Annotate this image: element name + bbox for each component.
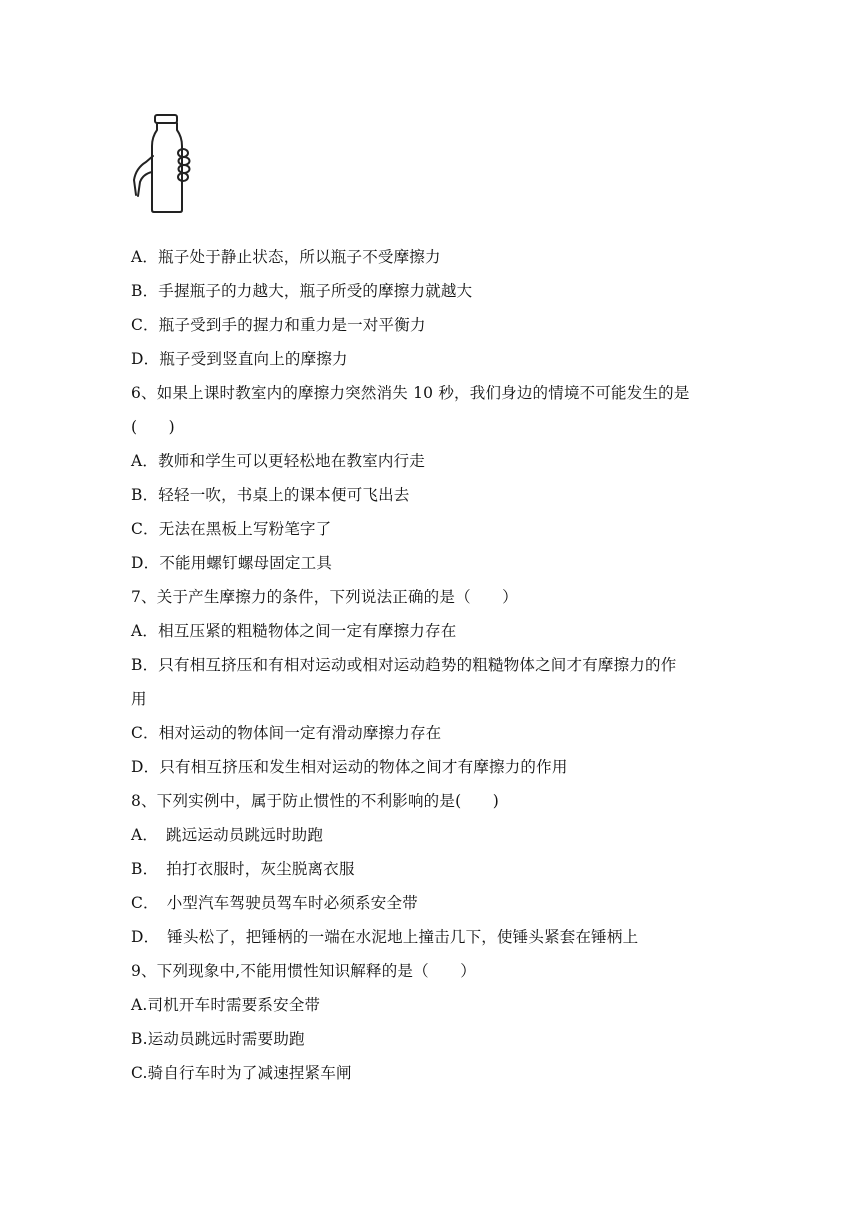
- q5-option-c: C．瓶子受到手的握力和重力是一对平衡力: [131, 316, 426, 334]
- q7-option-c: C．相对运动的物体间一定有滑动摩擦力存在: [131, 724, 442, 742]
- hand-holding-bottle-figure: [126, 110, 206, 220]
- q5-option-d: D．瓶子受到竖直向上的摩擦力: [131, 350, 348, 368]
- q7-option-a: A．相互压紧的粗糙物体之间一定有摩擦力存在: [131, 622, 457, 640]
- q7-option-d: D．只有相互挤压和发生相对运动的物体之间才有摩擦力的作用: [131, 758, 568, 776]
- q7-option-b-line1: B．只有相互挤压和有相对运动或相对运动趋势的粗糙物体之间才有摩擦力的作: [131, 656, 677, 674]
- q8-stem: 8、下列实例中，属于防止惯性的不利影响的是( ): [131, 792, 499, 810]
- q9-option-b: B.运动员跳远时需要助跑: [131, 1030, 305, 1048]
- q9-option-a: A.司机开车时需要系安全带: [131, 996, 321, 1014]
- q8-option-c: C． 小型汽车驾驶员驾车时必须系安全带: [131, 894, 418, 912]
- q8-option-d: D． 锤头松了，把锤柄的一端在水泥地上撞击几下，使锤头紧套在锤柄上: [131, 928, 639, 946]
- q6-stem-line2: ( ): [131, 418, 175, 436]
- q8-option-b: B． 拍打衣服时，灰尘脱离衣服: [131, 860, 355, 878]
- q6-option-c: C．无法在黑板上写粉笔字了: [131, 520, 332, 538]
- q9-option-c: C.骑自行车时为了减速捏紧车闸: [131, 1064, 352, 1082]
- q5-option-a: A．瓶子处于静止状态，所以瓶子不受摩擦力: [131, 248, 441, 266]
- q6-option-b: B．轻轻一吹，书桌上的课本便可飞出去: [131, 486, 410, 504]
- q7-option-b-line2: 用: [131, 690, 147, 708]
- q8-option-a: A． 跳远运动员跳远时助跑: [131, 826, 324, 844]
- q9-stem: 9、下列现象中,不能用惯性知识解释的是（ ）: [131, 962, 476, 980]
- q6-option-a: A．教师和学生可以更轻松地在教室内行走: [131, 452, 425, 470]
- q5-option-b: B．手握瓶子的力越大，瓶子所受的摩擦力就越大: [131, 282, 473, 300]
- question-content: [131, 240, 741, 1090]
- q6-option-d: D．不能用螺钉螺母固定工具: [131, 554, 333, 572]
- q7-stem: 7、关于产生摩擦力的条件，下列说法正确的是（ ）: [131, 588, 518, 606]
- q6-stem-line1: 6、如果上课时教室内的摩擦力突然消失 10 秒，我们身边的情境不可能发生的是: [131, 384, 690, 402]
